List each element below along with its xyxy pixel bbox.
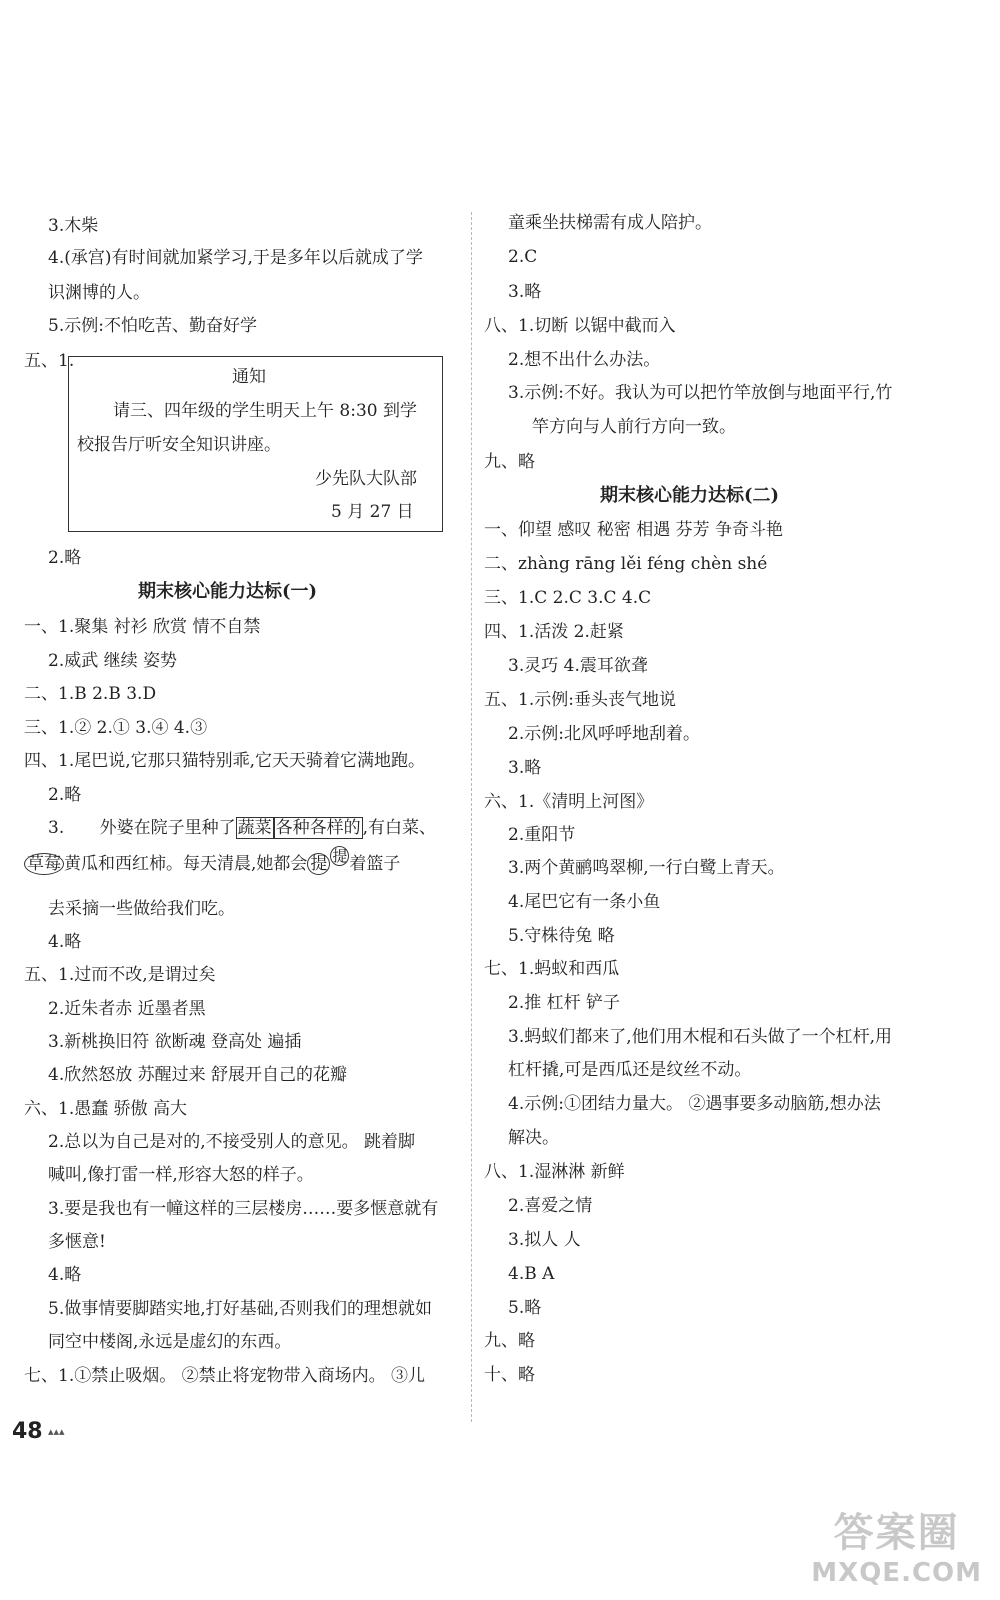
answer-line: 3.木柴 bbox=[48, 216, 99, 236]
answer-line: 七、1.蚂蚁和西瓜 bbox=[484, 959, 620, 979]
answer-line: 2.推 杠杆 铲子 bbox=[508, 993, 621, 1013]
answer-line: 九、略 bbox=[484, 452, 535, 472]
answer-line: 九、略 bbox=[484, 1331, 535, 1351]
notice-date: 5 月 27 日 bbox=[331, 502, 414, 522]
answer-line: 4.B A bbox=[508, 1264, 555, 1284]
answer-line: 3.新桃换旧符 欲断魂 登高处 遍插 bbox=[48, 1032, 302, 1052]
watermark-text: 答案圈 bbox=[833, 1510, 960, 1556]
notice-title: 通知 bbox=[232, 367, 266, 387]
edit-box-mark: 蔬菜 bbox=[237, 818, 272, 838]
answer-line: 五、1.示例:垂头丧气地说 bbox=[484, 690, 676, 710]
page-ornament-icon: ▴▴▴ bbox=[48, 1425, 65, 1438]
notice-box bbox=[68, 356, 443, 532]
answer-line: 2.威武 继续 姿势 bbox=[48, 651, 178, 671]
answer-line: 2.总以为自己是对的,不接受别人的意见。 跳着脚 bbox=[48, 1132, 416, 1152]
answer-line: 3.示例:不好。我认为可以把竹竿放倒与地面平行,竹 bbox=[508, 383, 893, 403]
answer-line: 五、1. bbox=[24, 351, 75, 371]
answer-line: 5.略 bbox=[508, 1298, 542, 1318]
answer-line: 2.C bbox=[508, 247, 538, 267]
answer-line: 5.做事情要脚踏实地,打好基础,否则我们的理想就如 bbox=[48, 1299, 433, 1319]
answer-line: 竿方向与人前行方向一致。 bbox=[532, 417, 736, 437]
answer-line: 3.略 bbox=[508, 758, 542, 778]
watermark-url: MXQE.COM bbox=[811, 1558, 982, 1588]
edit-text: 着篮子 bbox=[349, 854, 401, 874]
answer-line: 3.略 bbox=[508, 282, 542, 302]
answer-line: 解决。 bbox=[508, 1128, 559, 1148]
answer-line: 三、1.C 2.C 3.C 4.C bbox=[484, 588, 652, 608]
edit-exercise-line1 bbox=[48, 816, 436, 840]
answer-line: 三、1.② 2.① 3.④ 4.③ bbox=[24, 718, 208, 738]
answer-line: 4.示例:①团结力量大。 ②遇事要多动脑筋,想办法 bbox=[508, 1094, 881, 1114]
section-title: 期末核心能力达标(二) bbox=[600, 485, 780, 506]
answer-line: 四、1.尾巴说,它那只猫特别乖,它天天骑着它满地跑。 bbox=[24, 751, 426, 771]
edit-text: 黄瓜和西红柿。每天清晨,她都会 bbox=[64, 854, 308, 874]
answer-line: 3.拟人 人 bbox=[508, 1230, 581, 1250]
answer-line: 5.示例:不怕吃苦、勤奋好学 bbox=[48, 316, 257, 336]
notice-signature: 少先队大队部 bbox=[315, 469, 417, 489]
section-title: 期末核心能力达标(一) bbox=[138, 581, 318, 602]
answer-line: 六、1.《清明上河图》 bbox=[484, 792, 654, 812]
answer-line: 一、1.聚集 衬衫 欣赏 情不自禁 bbox=[24, 617, 261, 637]
answer-line: 六、1.愚蠢 骄傲 高大 bbox=[24, 1099, 188, 1119]
answer-line: 2.略 bbox=[48, 548, 82, 568]
answer-line: 2.重阳节 bbox=[508, 825, 576, 845]
answer-line: 3.要是我也有一幢这样的三层楼房……要多惬意就有 bbox=[48, 1199, 439, 1219]
answer-line: 十、略 bbox=[484, 1365, 535, 1385]
answer-number: 3. bbox=[48, 818, 65, 838]
answer-line: 二、zhàng rāng lěi féng chèn shé bbox=[484, 554, 768, 574]
answer-line: 2.略 bbox=[48, 785, 82, 805]
answer-line: 2.喜爱之情 bbox=[508, 1196, 593, 1216]
notice-body: 校报告厅听安全知识讲座。 bbox=[77, 435, 281, 455]
answer-line: 5.守株待兔 略 bbox=[508, 926, 615, 946]
answer-line: 杠杆撬,可是西瓜还是纹丝不动。 bbox=[508, 1060, 752, 1080]
answer-line: 同空中楼阁,永远是虚幻的东西。 bbox=[48, 1332, 292, 1352]
answer-line: 识渊博的人。 bbox=[48, 283, 150, 303]
answer-line: 3.蚂蚁们都来了,他们用木棍和石头做了一个杠杆,用 bbox=[508, 1027, 893, 1047]
edit-circle-mark: 草莓 bbox=[24, 853, 64, 875]
page-number: 48 bbox=[12, 1419, 43, 1444]
answer-line: 4.略 bbox=[48, 932, 82, 952]
answer-line: 4.欣然怒放 苏醒过来 舒展开自己的花瓣 bbox=[48, 1065, 348, 1085]
answer-line: 二、1.B 2.B 3.D bbox=[24, 684, 157, 704]
answer-line: 4.(承宫)有时间就加紧学习,于是多年以后就成了学 bbox=[48, 248, 423, 268]
answer-line: 4.略 bbox=[48, 1265, 82, 1285]
answer-line: 2.近朱者赤 近墨者黑 bbox=[48, 999, 206, 1019]
answer-line: 一、仰望 感叹 秘密 相遇 芬芳 争奇斗艳 bbox=[484, 520, 784, 540]
notice-body: 请三、四年级的学生明天上午 8:30 到学 bbox=[113, 401, 417, 421]
answer-line: 去采摘一些做给我们吃。 bbox=[48, 899, 235, 919]
answer-line: 七、1.①禁止吸烟。 ②禁止将宠物带入商场内。 ③儿 bbox=[24, 1366, 426, 1386]
answer-line: 五、1.过而不改,是谓过矣 bbox=[24, 965, 216, 985]
answer-line: 喊叫,像打雷一样,形容大怒的样子。 bbox=[48, 1165, 314, 1185]
answer-line: 八、1.切断 以锯中截而入 bbox=[484, 316, 676, 336]
watermark-logo bbox=[811, 1501, 982, 1588]
answer-line: 多惬意! bbox=[48, 1232, 106, 1252]
column-divider bbox=[471, 212, 472, 1422]
answer-line: 四、1.活泼 2.赶紧 bbox=[484, 622, 624, 642]
answer-line: 童乘坐扶梯需有成人陪护。 bbox=[508, 213, 712, 233]
answer-line: 3.灵巧 4.震耳欲聋 bbox=[508, 656, 648, 676]
edit-text: 外婆在院子里种了 bbox=[99, 818, 236, 838]
answer-line: 2.示例:北风呼呼地刮着。 bbox=[508, 724, 700, 744]
edit-text: ,有白菜、 bbox=[362, 818, 437, 838]
edit-box-mark: 各种各样的 bbox=[275, 818, 361, 838]
edit-correction-mark: 提 bbox=[332, 847, 348, 865]
answer-line: 4.尾巴它有一条小鱼 bbox=[508, 892, 661, 912]
answer-line: 2.想不出什么办法。 bbox=[508, 350, 661, 370]
edit-circle-mark: 提 bbox=[307, 853, 330, 875]
edit-exercise-line2 bbox=[24, 847, 401, 876]
answer-line: 3.两个黄鹂鸣翠柳,一行白鹭上青天。 bbox=[508, 858, 785, 878]
answer-line: 八、1.湿淋淋 新鲜 bbox=[484, 1162, 625, 1182]
